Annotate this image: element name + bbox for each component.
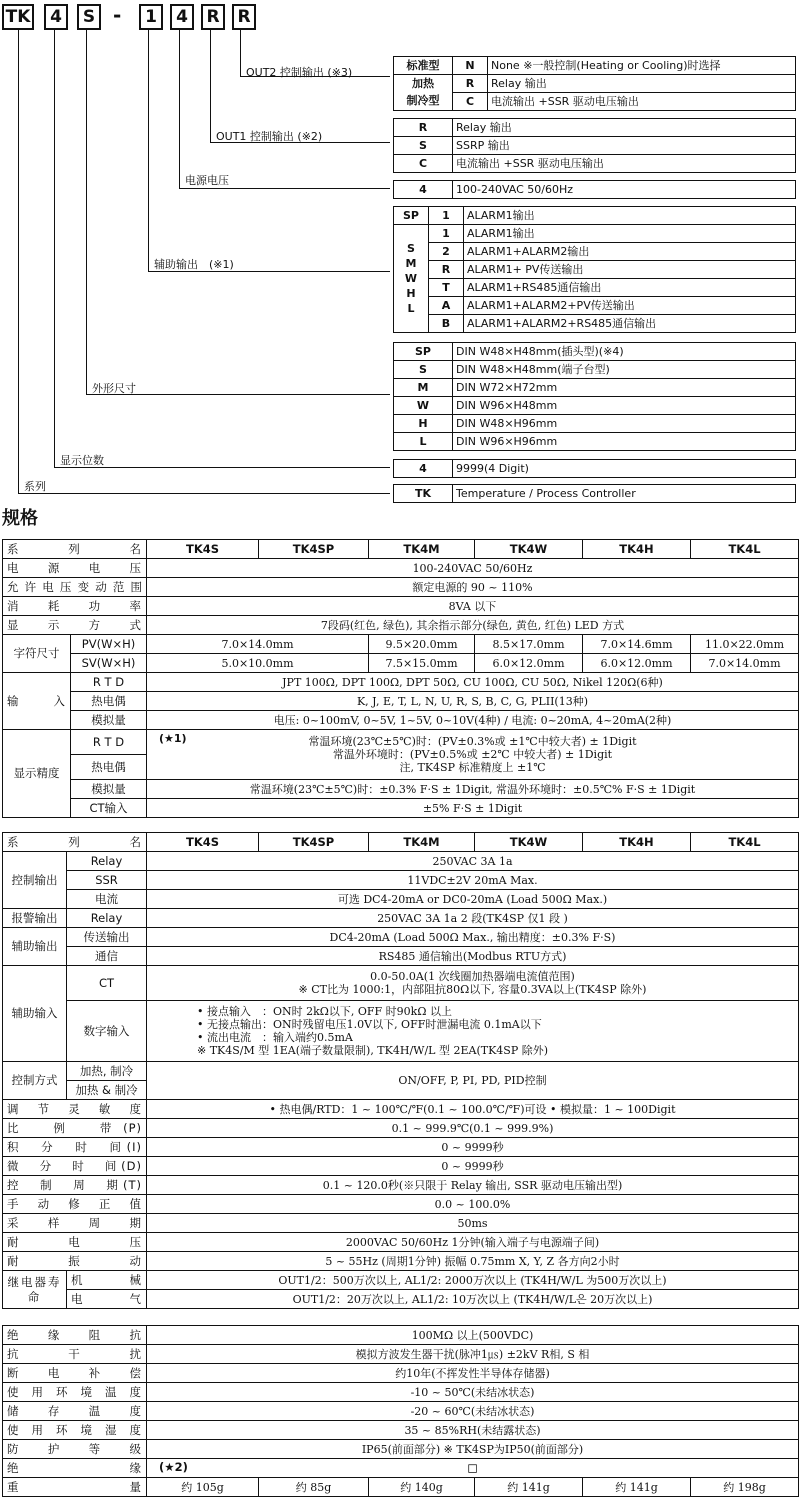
table-row [3,947,799,966]
model-tk4l: TK4L [691,540,799,559]
pv-value: 9.5×20.0mm [369,635,475,654]
table-row [3,1402,799,1421]
ctin-line: ※ CT比为 1000:1，内部阻抗80Ω以下, 容量0.3VA以上(TK4SP 除外) [298,983,647,996]
aux-key: 1 [429,207,464,225]
label-size: 外形尺寸 [92,382,136,395]
cur-label: 电流 [67,890,147,909]
din-value [147,1001,799,1062]
table-row [3,1233,799,1252]
aux-group-letter: M [405,257,417,270]
insul-mark: (★2) [159,1460,188,1474]
header-series-label: 系 列 名 [3,540,147,559]
hyst-value: • 热电偶/RTD：1 ~ 100℃/℉(0.1 ~ 100.0℃/℉)可设 • 模拟量：1 ~ 100Digit [147,1100,799,1119]
table-row [3,799,799,818]
stor-value: -20 ~ 60℃(未结冰状态) [147,1402,799,1421]
t-label: 控 制 周 期(T) [3,1176,147,1195]
table-row [3,1176,799,1195]
input-label: 输 入 [3,673,71,730]
table-row [3,1157,799,1176]
analog-label: 模拟量 [71,711,147,730]
label-out2: OUT2 控制输出 (※3) [246,66,353,79]
out2-key: N [453,57,488,75]
size-key: SP [394,343,453,361]
table-row [3,1459,799,1478]
table-row [3,692,799,711]
ctrl-method-label: 控制方式 [3,1062,67,1100]
sv-value: 6.0×12.0mm [583,654,691,673]
model-tk4w: TK4W [475,540,583,559]
tc-label: 热电偶 [71,692,147,711]
table-row [3,1364,799,1383]
table-row [3,966,799,1001]
table-row [3,597,799,616]
aux-group-letter: W [404,272,418,285]
aux-key: A [429,297,464,315]
aux-group-smwhl [394,225,429,333]
weight-value: 约 141g [475,1478,583,1497]
size-key: M [394,379,453,397]
ssr-value: 11VDC±2V 20mA Max. [147,871,799,890]
alarm-sub-label: Relay [67,909,147,928]
series-desc: Temperature / Process Controller [453,485,796,503]
model-tk4m: TK4M [369,833,475,852]
aux-row [394,225,796,243]
table-row [3,730,799,755]
out1-desc: Relay 输出 [453,119,796,137]
trans-value: DC4-20mA (Load 500Ω Max., 输出精度：±0.3% F·S) [147,928,799,947]
elec-label: 电 气 [67,1290,147,1309]
pv-value: 7.0×14.0mm [147,635,369,654]
out2-key: R [453,75,488,93]
mem-value: 约10年(不挥发性半导体存储器) [147,1364,799,1383]
aux-key: T [429,279,464,297]
din-line: • 无接点输出：ON时残留电压1.0V以下, OFF时泄漏电流 0.1mA以下 [197,1018,542,1031]
table-row [3,852,799,871]
aux-group-letter: S [407,242,415,255]
i-label: 积 分 时 间(I) [3,1138,147,1157]
auxout-label: 辅助输出 [3,928,67,966]
table-row [3,1252,799,1271]
out1-desc: 电流输出 +SSR 驱动电压输出 [453,155,796,173]
p-label: 比 例 带(P) [3,1119,147,1138]
series-row [394,485,796,503]
ctin-line: 0.0-50.0A(1 次线圈加热器端电流值范围) [370,970,575,983]
label-aux: 辅助输出 (※1) [154,258,234,271]
spec-table-general [2,539,799,818]
table-row [3,1119,799,1138]
model-tk4w: TK4W [475,833,583,852]
diel-label: 耐 电 压 [3,1233,147,1252]
tc-value: K, J, E, T, L, N, U, R, S, B, C, G, PLII(13种) [147,692,799,711]
size-desc: DIN W48×H48mm(端子台型) [453,361,796,379]
size-key: W [394,397,453,415]
header-series-label: 系 列 名 [3,833,147,852]
sv-value: 7.5×15.0mm [369,654,475,673]
table-row [3,871,799,890]
aux-group-letter: H [406,287,416,300]
sv-value: 7.0×14.0mm [691,654,799,673]
out1-row [394,137,796,155]
table-row [3,1326,799,1345]
stor-label: 储 存 温 度 [3,1402,147,1421]
size-desc: DIN W48×H96mm [453,415,796,433]
consume-label: 消 耗 功 率 [3,597,147,616]
out2-group-hc2: 制冷型 [394,93,453,111]
table-row [3,1290,799,1309]
aux-key: 2 [429,243,464,261]
cur-value: 可选 DC4-20mA or DC0-20mA (Load 500Ω Max.) [147,890,799,909]
table-row [3,1345,799,1364]
out1-desc: SSRP 输出 [453,137,796,155]
range-label: 允许电压变动范围 [3,578,147,597]
aux-desc: ALARM1+ALARM2+PV传送输出 [464,297,796,315]
aux-desc: ALARM1+ PV传送输出 [464,261,796,279]
table-row [3,1195,799,1214]
accuracy-line: 常温环境(23℃±5℃)时：(PV±0.3%或 ±1℃中较大者) ± 1Digit [308,735,637,748]
out1-key: C [394,155,453,173]
comm-label: 通信 [67,947,147,966]
amb-h-label: 使用环境湿度 [3,1421,147,1440]
sv-label: SV(W×H) [71,654,147,673]
table-row [3,780,799,799]
heat-and-cool-label: 加热 & 制冷 [67,1081,147,1100]
aux-row [394,297,796,315]
aux-row [394,243,796,261]
aux-desc: ALARM1+RS485通信输出 [464,279,796,297]
insul-res-label: 绝 缘 阻 抗 [3,1326,147,1345]
pv-label: PV(W×H) [71,635,147,654]
series-key: TK [394,485,453,503]
consume-value: 8VA 以下 [147,597,799,616]
rtd-value: JPT 100Ω, DPT 100Ω, DPT 50Ω, CU 100Ω, CU 50Ω, Nikel 120Ω(6种) [147,673,799,692]
weight-value: 约 85g [259,1478,369,1497]
mech-label: 机 械 [67,1271,147,1290]
digits-key: 4 [394,460,453,478]
din-line: • 流出电流 ：输入端约0.5mA [197,1031,353,1044]
display-value: 7段码(红色, 绿色), 其余指示部分(绿色, 黄色, 红色) LED 方式 [147,616,799,635]
table-row [3,635,799,654]
power-label: 电 源 电 压 [3,559,147,578]
size-row [394,397,796,415]
aux-row [394,261,796,279]
sv-value: 5.0×10.0mm [147,654,369,673]
aux-row [394,315,796,333]
model-tk4s: TK4S [147,540,259,559]
code-digits-box: 4 [44,4,68,30]
aux-group-sp: SP [394,207,429,225]
table-row [3,1100,799,1119]
out1-row [394,119,796,137]
aux-options-table [393,206,796,333]
size-desc: DIN W72×H72mm [453,379,796,397]
out2-options-table [393,56,796,111]
table-row [3,909,799,928]
out2-key: C [453,93,488,111]
size-desc: DIN W96×H48mm [453,397,796,415]
ctrl-method-value: ON/OFF, P, PI, PD, PID控制 [147,1062,799,1100]
heat-cool-label: 加热, 制冷 [67,1062,147,1081]
aux-desc: ALARM1+ALARM2+RS485通信输出 [464,315,796,333]
table-row [3,1383,799,1402]
out2-group-hc: 加热 [394,75,453,93]
noise-label: 抗 干 扰 [3,1345,147,1364]
out2-desc: Relay 输出 [488,75,796,93]
ordering-code-diagram [0,0,800,505]
pv-value: 7.0×14.6mm [583,635,691,654]
mr-label: 手 动 修 正 值 [3,1195,147,1214]
aux-group-letter: L [407,302,415,315]
ctin-value [147,966,799,1001]
aux-desc: ALARM1+ALARM2输出 [464,243,796,261]
range-value: 额定电源的 90 ~ 110% [147,578,799,597]
d-label: 微 分 时 间(D) [3,1157,147,1176]
d-value: 0 ~ 9999秒 [147,1157,799,1176]
noise-value: 模拟方波发生器干扰(脉冲1㎲) ±2kV R相, S 相 [147,1345,799,1364]
label-out1: OUT1 控制输出 (※2) [216,130,323,143]
weight-value: 约 198g [691,1478,799,1497]
elec-value: OUT1/2：20万次以上, AL1/2: 10万次以上 (TK4H/W/L은 20万次以上) [147,1290,799,1309]
model-tk4l: TK4L [691,833,799,852]
code-series-box: TK [2,4,34,30]
size-row [394,361,796,379]
t-value: 0.1 ~ 120.0秒(※只限于 Relay 输出, SSR 驱动电压输出型) [147,1176,799,1195]
table-row [3,711,799,730]
accuracy-rtd-tc-value [147,730,799,780]
aux-key: B [429,315,464,333]
out2-row [394,57,796,75]
table-row [3,578,799,597]
accuracy-mark: (★1) [159,732,187,745]
digits-options-table [393,459,796,478]
model-tk4sp: TK4SP [259,540,369,559]
p-value: 0.1 ~ 999.9℃(0.1 ~ 999.9%) [147,1119,799,1138]
out2-row [394,93,796,111]
din-label: 数字输入 [67,1001,147,1062]
aux-key: R [429,261,464,279]
acc-analog-value: 常温环境(23℃±5℃)时：±0.3% F·S ± 1Digit, 常温外环境时：±0.5℃% F·S ± 1Digit [147,780,799,799]
series-options-table [393,484,796,503]
spec-table-control [2,832,799,1309]
alarm-label: 报警输出 [3,909,67,928]
table-row [3,1478,799,1497]
insul-res-value: 100MΩ 以上(500VDC) [147,1326,799,1345]
code-out2-box: R [232,4,256,30]
acc-ct-value: ±5% F·S ± 1Digit [147,799,799,818]
out2-desc: None ※一般控制(Heating or Cooling)时选择 [488,57,796,75]
acc-tc-label: 热电偶 [71,755,147,780]
size-row [394,379,796,397]
power-key: 4 [394,181,453,199]
vib-label: 耐 振 动 [3,1252,147,1271]
label-digits: 显示位数 [60,454,104,467]
relay-label: Relay [67,852,147,871]
size-row [394,433,796,451]
size-row [394,415,796,433]
table-row [3,1271,799,1290]
weight-value: 约 105g [147,1478,259,1497]
mem-label: 断 电 补 偿 [3,1364,147,1383]
din-line: ※ TK4S/M 型 1EA(端子数量限制), TK4H/W/L 型 2EA(TK4SP 除外) [197,1044,549,1057]
table-row [3,673,799,692]
power-row [394,181,796,199]
prot-value: IP65(前面部分) ※ TK4SP为IP50(前面部分) [147,1440,799,1459]
table-row [3,616,799,635]
size-key: S [394,361,453,379]
spec-table-environment [2,1325,799,1497]
accuracy-line: 注, TK4SP 标准精度上 ±1℃ [399,761,546,774]
din-line: • 接点输入 ：ON时 2kΩ以下, OFF 时90kΩ 以上 [197,1005,452,1018]
label-series: 系列 [24,480,46,493]
aux-row [394,279,796,297]
table-row [3,1138,799,1157]
table-row [3,654,799,673]
model-tk4h: TK4H [583,540,691,559]
size-key: L [394,433,453,451]
table-row [3,1214,799,1233]
code-dash: - [113,3,122,27]
rtd-label: R T D [71,673,147,692]
code-out1-box: R [201,4,225,30]
acc-analog-label: 模拟量 [71,780,147,799]
label-power: 电源电压 [185,174,229,187]
double-insulation-icon: ◻ [467,1460,478,1476]
size-desc: DIN W48×H48mm(插头型)(※4) [453,343,796,361]
weight-value: 约 140g [369,1478,475,1497]
samp-label: 采 样 周 期 [3,1214,147,1233]
weight-value: 约 141g [583,1478,691,1497]
table-row [3,928,799,947]
size-options-table [393,342,796,451]
model-tk4m: TK4M [369,540,475,559]
out1-row [394,155,796,173]
table-row [3,540,799,559]
diel-value: 2000VAC 50/60Hz 1分钟(输入端子与电源端子间) [147,1233,799,1252]
spec-heading: 规格 [2,508,38,529]
aux-desc: ALARM1输出 [464,207,796,225]
size-row [394,343,796,361]
out2-group-std: 标准型 [394,57,453,75]
digits-desc: 9999(4 Digit) [453,460,796,478]
aux-key: 1 [429,225,464,243]
size-key: H [394,415,453,433]
amb-t-value: -10 ~ 50℃(未结冰状态) [147,1383,799,1402]
out1-key: R [394,119,453,137]
ssr-label: SSR [67,871,147,890]
amb-t-label: 使用环境温度 [3,1383,147,1402]
prot-label: 防 护 等 级 [3,1440,147,1459]
amb-h-value: 35 ~ 85%RH(未结露状态) [147,1421,799,1440]
digits-row [394,460,796,478]
table-row [3,1062,799,1081]
pv-value: 8.5×17.0mm [475,635,583,654]
out2-desc: 电流输出 +SSR 驱动电压输出 [488,93,796,111]
aux-desc: ALARM1输出 [464,225,796,243]
life-label: 继电器寿命 [3,1271,67,1309]
model-tk4h: TK4H [583,833,691,852]
acc-rtd-label: R T D [71,730,147,755]
table-row [3,559,799,578]
power-options-table [393,180,796,199]
accuracy-label: 显示精度 [3,730,71,818]
char-size-label: 字符尺寸 [3,635,71,673]
model-tk4sp: TK4SP [259,833,369,852]
sv-value: 6.0×12.0mm [475,654,583,673]
code-size-box: S [77,4,101,30]
ctrl-out-label: 控制输出 [3,852,67,909]
comm-value: RS485 通信输出(Modbus RTU方式) [147,947,799,966]
out1-key: S [394,137,453,155]
i-value: 0 ~ 9999秒 [147,1138,799,1157]
hyst-label: 调 节 灵 敏 度 [3,1100,147,1119]
alarm-value: 250VAC 3A 1a 2 段(TK4SP 仅1 段 ) [147,909,799,928]
auxin-label: 辅助输入 [3,966,67,1062]
mr-value: 0.0 ~ 100.0% [147,1195,799,1214]
power-value: 100-240VAC 50/60Hz [147,559,799,578]
table-row [3,1421,799,1440]
trans-label: 传送输出 [67,928,147,947]
table-row [3,1001,799,1062]
insul-value [147,1459,799,1478]
model-tk4s: TK4S [147,833,259,852]
relay-value: 250VAC 3A 1a [147,852,799,871]
analog-value: 电压: 0~100mV, 0~5V, 1~5V, 0~10V(4种) / 电流: 0~20mA, 4~20mA(2种) [147,711,799,730]
out2-row [394,75,796,93]
out1-options-table [393,118,796,173]
weight-label: 重 量 [3,1478,147,1497]
table-row [3,1440,799,1459]
samp-value: 50ms [147,1214,799,1233]
insul-label: 绝 缘 [3,1459,147,1478]
code-power-box: 4 [170,4,194,30]
ctin-label: CT [67,966,147,1001]
display-label: 显 示 方 式 [3,616,147,635]
table-row [3,833,799,852]
acc-ct-label: CT输入 [71,799,147,818]
mech-value: OUT1/2：500万次以上, AL1/2: 2000万次以上 (TK4H/W/L 为500万次以上) [147,1271,799,1290]
pv-value: 11.0×22.0mm [691,635,799,654]
size-desc: DIN W96×H96mm [453,433,796,451]
vib-value: 5 ~ 55Hz (周期1分钟) 振幅 0.75mm X, Y, Z 各方向2小时 [147,1252,799,1271]
code-aux-box: 1 [139,4,163,30]
table-row [3,890,799,909]
aux-row [394,207,796,225]
power-desc: 100-240VAC 50/60Hz [453,181,796,199]
accuracy-line: 常温外环境时：(PV±0.5%或 ±2℃ 中较大者) ± 1Digit [332,748,613,761]
